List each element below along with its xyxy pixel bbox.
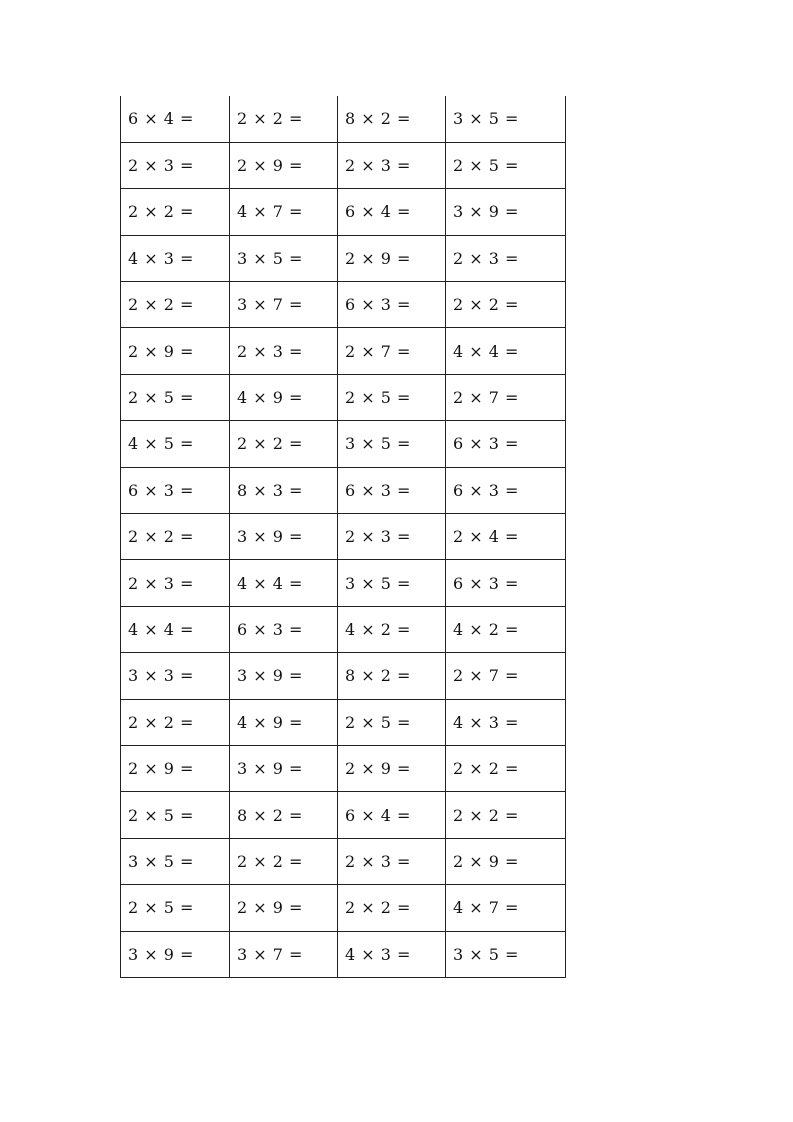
problem-cell: 2 × 9 = [121, 328, 230, 374]
problem-cell: 6 × 3 = [338, 282, 446, 328]
table-row [121, 467, 566, 513]
problem-cell: 6 × 3 = [446, 560, 566, 606]
table-row [121, 560, 566, 606]
problem-cell: 3 × 5 = [446, 931, 566, 977]
problem-cell: 2 × 3 = [230, 328, 338, 374]
problem-cell: 3 × 3 = [121, 653, 230, 699]
problem-cell: 3 × 9 = [121, 931, 230, 977]
problem-cell: 2 × 5 = [121, 885, 230, 931]
table-row [121, 653, 566, 699]
problem-cell: 4 × 2 = [446, 606, 566, 652]
problem-cell: 2 × 2 = [338, 885, 446, 931]
problem-cell: 4 × 2 = [338, 606, 446, 652]
problem-cell: 3 × 7 = [230, 282, 338, 328]
problem-cell: 4 × 9 = [230, 699, 338, 745]
table-row [121, 189, 566, 235]
problem-cell: 2 × 3 = [338, 514, 446, 560]
problem-cell: 4 × 3 = [121, 235, 230, 281]
table-row [121, 792, 566, 838]
problem-cell: 2 × 7 = [338, 328, 446, 374]
table-row [121, 606, 566, 652]
table-row [121, 699, 566, 745]
problem-cell: 3 × 9 = [230, 745, 338, 791]
table-row [121, 328, 566, 374]
problem-cell: 2 × 5 = [121, 374, 230, 420]
problem-cell: 3 × 5 = [121, 838, 230, 884]
problem-cell: 2 × 3 = [338, 838, 446, 884]
problem-cell: 8 × 3 = [230, 467, 338, 513]
problem-cell: 2 × 9 = [338, 745, 446, 791]
table-row [121, 282, 566, 328]
problem-cell: 2 × 5 = [338, 374, 446, 420]
problem-cell: 4 × 5 = [121, 421, 230, 467]
table-row [121, 235, 566, 281]
problem-cell: 2 × 2 = [121, 189, 230, 235]
problem-cell: 3 × 7 = [230, 931, 338, 977]
problem-cell: 2 × 5 = [121, 792, 230, 838]
worksheet-body [121, 96, 566, 977]
problem-cell: 2 × 3 = [121, 560, 230, 606]
problem-cell: 2 × 2 = [446, 745, 566, 791]
problem-cell: 6 × 3 = [121, 467, 230, 513]
problem-cell: 2 × 4 = [446, 514, 566, 560]
problem-cell: 2 × 3 = [446, 235, 566, 281]
problem-cell: 2 × 9 = [121, 745, 230, 791]
problem-cell: 8 × 2 = [338, 653, 446, 699]
problem-cell: 2 × 2 = [446, 282, 566, 328]
problem-cell: 4 × 4 = [121, 606, 230, 652]
table-row [121, 374, 566, 420]
problem-cell: 2 × 3 = [338, 142, 446, 188]
problem-cell: 2 × 5 = [446, 142, 566, 188]
problem-cell: 2 × 7 = [446, 653, 566, 699]
problem-cell: 6 × 4 = [338, 189, 446, 235]
problem-cell: 2 × 9 = [230, 142, 338, 188]
problem-cell: 2 × 9 = [338, 235, 446, 281]
problem-cell: 2 × 5 = [338, 699, 446, 745]
problem-cell: 2 × 7 = [446, 374, 566, 420]
table-row [121, 421, 566, 467]
problem-cell: 3 × 5 = [338, 421, 446, 467]
problem-cell: 8 × 2 = [230, 792, 338, 838]
table-row [121, 885, 566, 931]
multiplication-worksheet-table [120, 96, 566, 978]
problem-cell: 4 × 7 = [446, 885, 566, 931]
problem-cell: 2 × 2 = [121, 699, 230, 745]
table-row [121, 745, 566, 791]
problem-cell: 6 × 4 = [121, 96, 230, 142]
problem-cell: 3 × 5 = [230, 235, 338, 281]
problem-cell: 3 × 5 = [446, 96, 566, 142]
problem-cell: 6 × 3 = [446, 421, 566, 467]
table-row [121, 96, 566, 142]
problem-cell: 6 × 4 = [338, 792, 446, 838]
problem-cell: 3 × 9 = [230, 514, 338, 560]
problem-cell: 4 × 4 = [230, 560, 338, 606]
problem-cell: 6 × 3 = [338, 467, 446, 513]
problem-cell: 2 × 2 = [446, 792, 566, 838]
problem-cell: 2 × 2 = [121, 514, 230, 560]
table-row [121, 838, 566, 884]
problem-cell: 4 × 9 = [230, 374, 338, 420]
problem-cell: 2 × 9 = [446, 838, 566, 884]
problem-cell: 4 × 3 = [446, 699, 566, 745]
problem-cell: 4 × 3 = [338, 931, 446, 977]
problem-cell: 8 × 2 = [338, 96, 446, 142]
table-row [121, 514, 566, 560]
problem-cell: 2 × 2 = [230, 838, 338, 884]
problem-cell: 2 × 2 = [121, 282, 230, 328]
problem-cell: 2 × 2 = [230, 421, 338, 467]
table-row [121, 142, 566, 188]
problem-cell: 3 × 9 = [230, 653, 338, 699]
problem-cell: 3 × 9 = [446, 189, 566, 235]
problem-cell: 2 × 2 = [230, 96, 338, 142]
problem-cell: 6 × 3 = [230, 606, 338, 652]
problem-cell: 4 × 4 = [446, 328, 566, 374]
problem-cell: 3 × 5 = [338, 560, 446, 606]
problem-cell: 4 × 7 = [230, 189, 338, 235]
problem-cell: 6 × 3 = [446, 467, 566, 513]
table-row [121, 931, 566, 977]
problem-cell: 2 × 9 = [230, 885, 338, 931]
problem-cell: 2 × 3 = [121, 142, 230, 188]
